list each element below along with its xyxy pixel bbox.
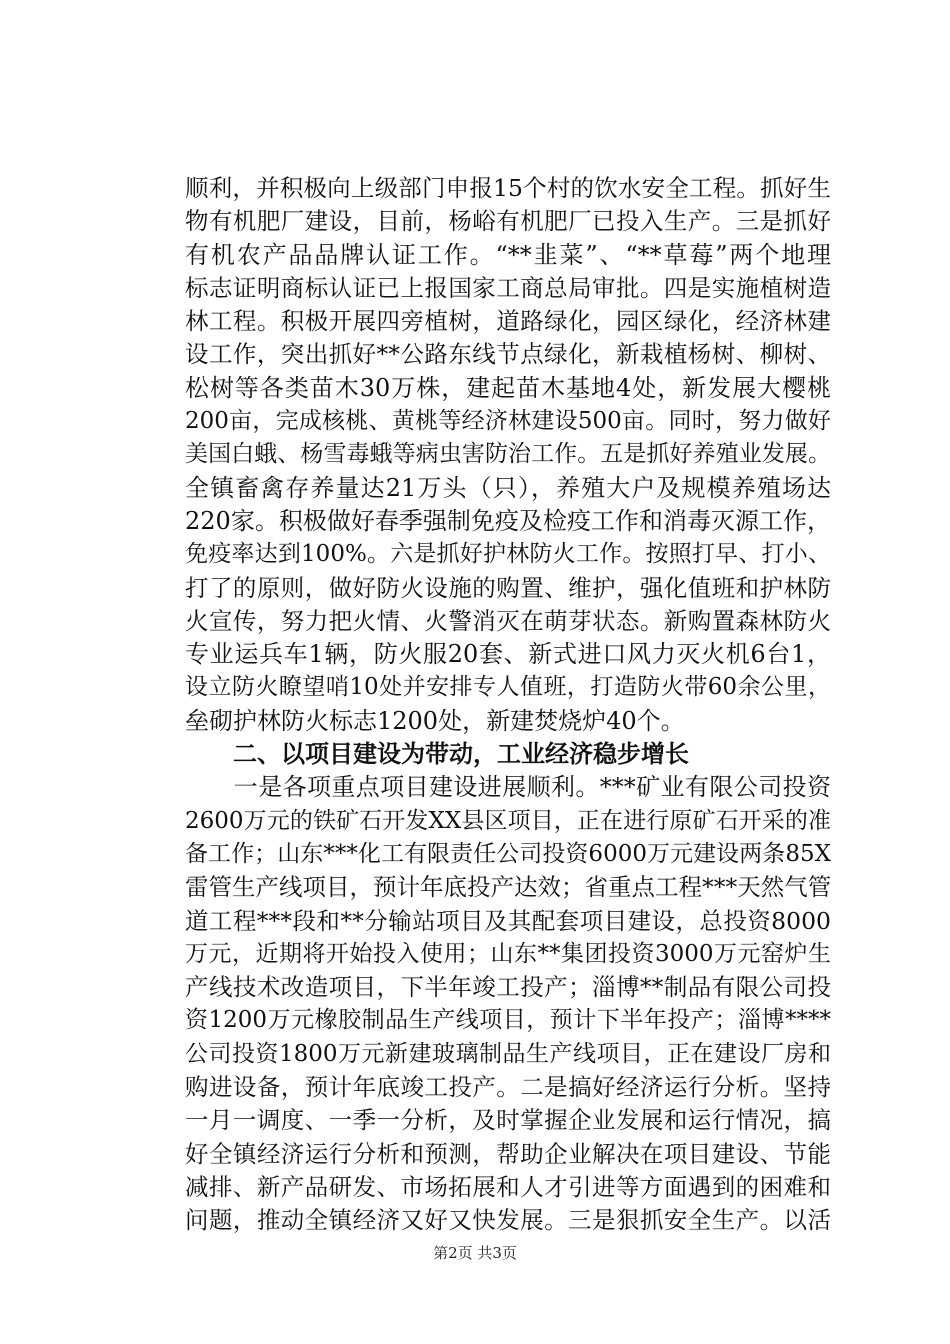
body-line: 免疫率达到100%。六是抓好护林防火工作。按照打早、打小、 bbox=[185, 541, 831, 568]
body-line: 专业运兵车1辆，防火服20套、新式进口风力灭火机6台1， bbox=[185, 640, 831, 669]
section-heading: 二、以项目建设为带动，工业经济稳步增长 bbox=[185, 740, 689, 769]
body-line: 200亩，完成核桃、黄桃等经济林建设500亩。同时，努力做好 bbox=[185, 408, 831, 435]
body-line: 火宣传，努力把火情、火警消灭在萌芽状态。新购置森林防火 bbox=[185, 606, 831, 635]
body-line: 设立防火瞭望哨10处并安排专人值班，打造防火带60余公里， bbox=[185, 674, 831, 701]
body-line: 一是各项重点项目建设进展顺利。***矿业有限公司投资 bbox=[185, 773, 831, 802]
body-line: 万元，近期将开始投入使用；山东**集团投资3000万元窑炉生 bbox=[185, 940, 831, 967]
document-body bbox=[185, 172, 831, 1238]
body-line: 松树等各类苗木30万株，建起苗木基地4处，新发展大樱桃 bbox=[185, 373, 831, 402]
body-line: 标志证明商标认证已上报国家工商总局审批。四是实施植树造 bbox=[185, 273, 831, 302]
body-line: 220家。积极做好春季强制免疫及检疫工作和消毒灭源工作， bbox=[185, 506, 831, 535]
body-line: 资1200万元橡胶制品生产线项目，预计下半年投产；淄博**** bbox=[185, 1007, 831, 1034]
body-line: 产线技术改造项目，下半年竣工投产；淄博**制品有限公司投 bbox=[185, 973, 831, 1002]
body-line: 问题，推动全镇经济又好又快发展。三是狠抓安全生产。以活 bbox=[185, 1206, 831, 1235]
body-line: 好全镇经济运行分析和预测，帮助企业解决在项目建设、节能 bbox=[185, 1139, 831, 1168]
body-line: 一月一调度、一季一分析，及时掌握企业发展和运行情况，搞 bbox=[185, 1106, 831, 1135]
body-line: 公司投资1800万元新建玻璃制品生产线项目，正在建设厂房和 bbox=[185, 1040, 831, 1067]
body-line: 物有机肥厂建设，目前，杨峪有机肥厂已投入生产。三是抓好 bbox=[185, 207, 831, 236]
body-line: 雷管生产线项目，预计年底投产达效；省重点工程***天然气管 bbox=[185, 873, 832, 902]
body-line: 垒砌护林防火标志1200处，新建焚烧炉40个。 bbox=[185, 706, 685, 735]
body-line: 减排、新产品研发、市场拓展和人才引进等方面遇到的困难和 bbox=[185, 1172, 831, 1201]
body-line: 美国白蛾、杨雪毒蛾等病虫害防治工作。五是抓好养殖业发展。 bbox=[185, 441, 831, 468]
body-line: 备工作；山东***化工有限责任公司投资6000万元建设两条85X bbox=[185, 840, 831, 867]
body-line: 道工程***段和**分输站项目及其配套项目建设，总投资8000 bbox=[185, 906, 831, 935]
body-line: 顺利，并积极向上级部门申报15个村的饮水安全工程。抓好生 bbox=[185, 174, 831, 202]
body-line: 全镇畜禽存养量达21万头（只），养殖大户及规模养殖场达 bbox=[185, 473, 831, 502]
body-line: 有机农产品品牌认证工作。“**韭菜”、“**草莓”两个地理 bbox=[185, 240, 831, 269]
body-line: 设工作，突出抓好**公路东线节点绿化，新栽植杨树、柳树、 bbox=[185, 340, 831, 369]
body-line: 2600万元的铁矿石开发XX县区项目，正在进行原矿石开采的准 bbox=[185, 807, 831, 834]
body-line: 打了的原则，做好防火设施的购置、维护，强化值班和护林防 bbox=[185, 573, 831, 602]
body-line: 林工程。积极开展四旁植树，道路绿化，园区绿化，经济林建 bbox=[185, 307, 831, 336]
body-line: 购进设备，预计年底竣工投产。二是搞好经济运行分析。坚持 bbox=[185, 1073, 831, 1102]
page-number-footer: 第2页 共3页 bbox=[433, 1244, 517, 1262]
